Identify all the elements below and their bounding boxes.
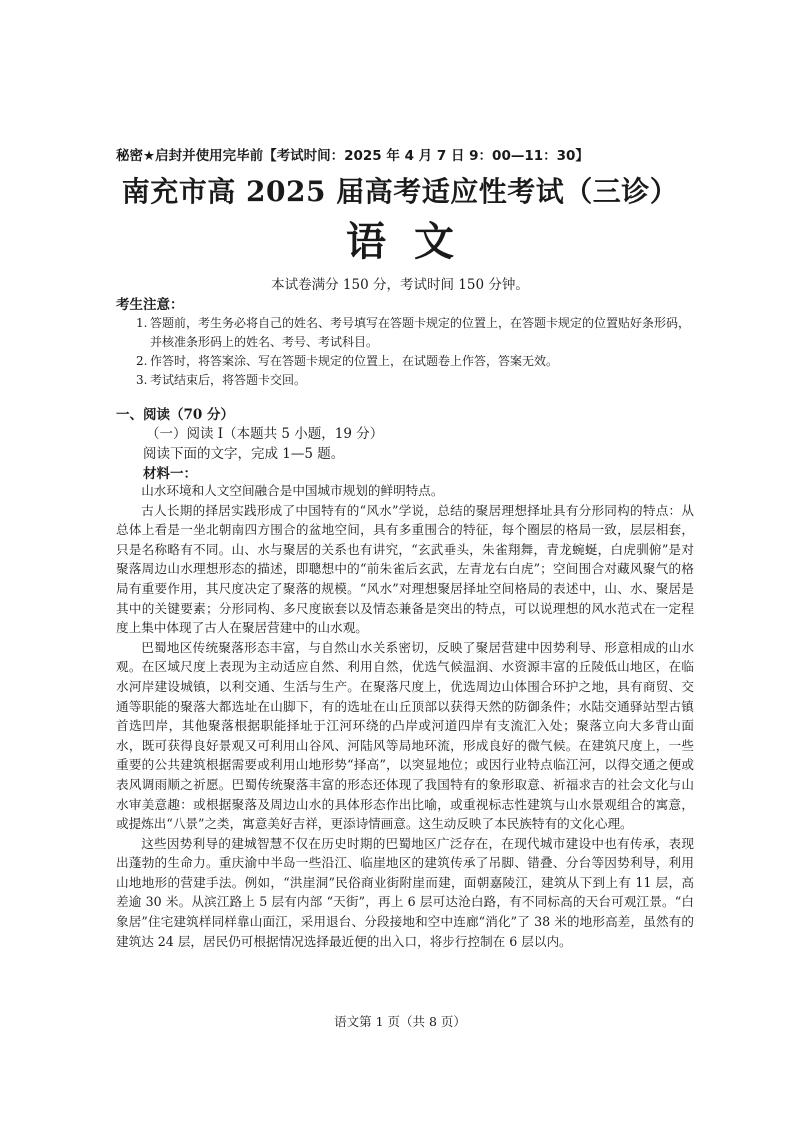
notice-item: [136, 352, 696, 371]
exam-info: 本试卷满分 150 分，考试时间 150 分钟。: [271, 277, 529, 293]
passage-paragraph: 巴蜀地区传统聚落形态丰富，与自然山水关系密切，反映了聚居营建中因势利导、形意相成的山水观。在区域尺度上表现为主动适应自然、利用自然，优选气候温润、水资源丰富的丘陵低山地区，在临水河岸建设城镇，以利交通、生活与生产。在聚落尺度上，优选周边山体围合环护之地，具有商贸、交通等职能的聚落大都选址在山脚下，有的选址在山丘顶部以获得天然的防御条件；水陆交通驿站型古镇首选凹岸，其他聚落根据职能择址于江河环绕的凸岸或河道四岸有支流汇入处；聚落立向大多背山面水，既可获得良好景观又可利用山谷风、河陆风等局地环流，形成良好的微气候。在建筑尺度上，一些重要的公共建筑根据需要或利用山地形势“择高”，以突显地位；或因行业特点临江河，以得交通之便或表风调雨顺之祈愿。巴蜀传统聚落丰富的形态还体现了我国特有的象形取意、祈福求吉的社会文化与山水审美意趣：或根据聚落及周边山水的具体形态作出比喻，或重视标志性建筑与山水景观组合的寓意，或提炼出“八景”之类，寓意美好吉祥，更添诗情画意。这生动反映了本民族特有的文化心理。: [116, 639, 694, 832]
exam-title: 南充市高 2025 届高考适应性考试（三诊）: [121, 175, 679, 208]
notice-item-number: 2.: [136, 354, 148, 368]
notice-item-number: 3.: [136, 373, 148, 387]
passage-paragraph: 古人长期的择居实践形成了中国特有的“风水”学说，总结的聚居理想择址具有分形同构的特点：从总体上看是一坐北朝南四方围合的盆地空间，具有多重围合的特征，每个圈层的格局一致，层层相套，只是名称略有不同。山、水与聚居的关系也有讲究，“玄武垂头，朱雀翔舞，青龙蜿蜒，白虎驯俯”是对聚落周边山水理想形态的描述，即聰想中的“前朱雀后玄武，左青龙右白虎”；空间围合对藏风聚气的格局有重要作用，其尺度决定了聚落的规模。“风水”对理想聚居择址空间格局的表述中，山、水、聚居是其中的关键要素；分形同构、多尺度嵌套以及情态兼备是突出的特点，可以说理想的风水范式在一定程度上集中体现了古人在聚居营建中的山水观。: [116, 502, 694, 636]
notice-heading: 考生注意：: [116, 297, 184, 313]
notice-item-number: 1.: [136, 316, 148, 330]
notice-list: [136, 314, 696, 390]
notice-item-text: 考试结束后，将答题卡交回。: [150, 373, 307, 387]
section-heading: 一、阅读（70 分）: [116, 407, 234, 423]
passage-paragraph: 这些因势利导的建城智慧不仅在历史时期的巴蜀地区广泛存在，在现代城市建设中也有传承，表现出蓬勃的生命力。重庆渝中半岛一些沿江、临崖地区的建筑传承了吊脚、错叠、分台等因势利导，利用山地地形的营建手法。例如，“洪崖洞”民俗商业街附崖而建，面朝嘉陵江，建筑从下到上有 11 层，高差逾 30 米。从滨江路上 5 层有内部 “天街”，再上 6 层可达沧白路，有不同标高的天台可观江景。“白象居”住宅建筑样同样靠山面江，采用退台、分段接地和空中连廊“消化”了 38 米的地形高差，虽然有的建筑达 24 层，居民仍可根据情况选择最近便的出入口，将步行控制在 6 层以内。: [116, 835, 694, 949]
subsection-heading: （一）阅读 I（本题共 5 小题，19 分）: [146, 426, 384, 442]
confidential-notice: 秘密★启封并使用完毕前【考试时间：2025 年 4 月 7 日 9：00—11：30】: [116, 148, 589, 164]
material-label: 材料一：: [143, 466, 197, 482]
reading-passage: [116, 481, 694, 951]
notice-item-text: 答题前，考生务必将自己的姓名、考号填写在答题卡规定的位置上，在答题卡规定的位置贴好条形码，并核准条形码上的姓名、考号、考试科目。: [150, 316, 691, 349]
notice-item-text: 作答时，将答案涂、写在答题卡规定的位置上，在试题卷上作答，答案无效。: [150, 354, 559, 368]
notice-item: [136, 314, 696, 352]
instruction-text: 阅读下面的文字，完成 1—5 题。: [143, 446, 345, 462]
subject-title: 语文: [346, 218, 482, 265]
page-number: 语文第 1 页（共 8 页）: [334, 1014, 466, 1029]
notice-item: [136, 371, 696, 390]
passage-paragraph: 山水环境和人文空间融合是中国城市规划的鲜明特点。: [141, 483, 444, 498]
